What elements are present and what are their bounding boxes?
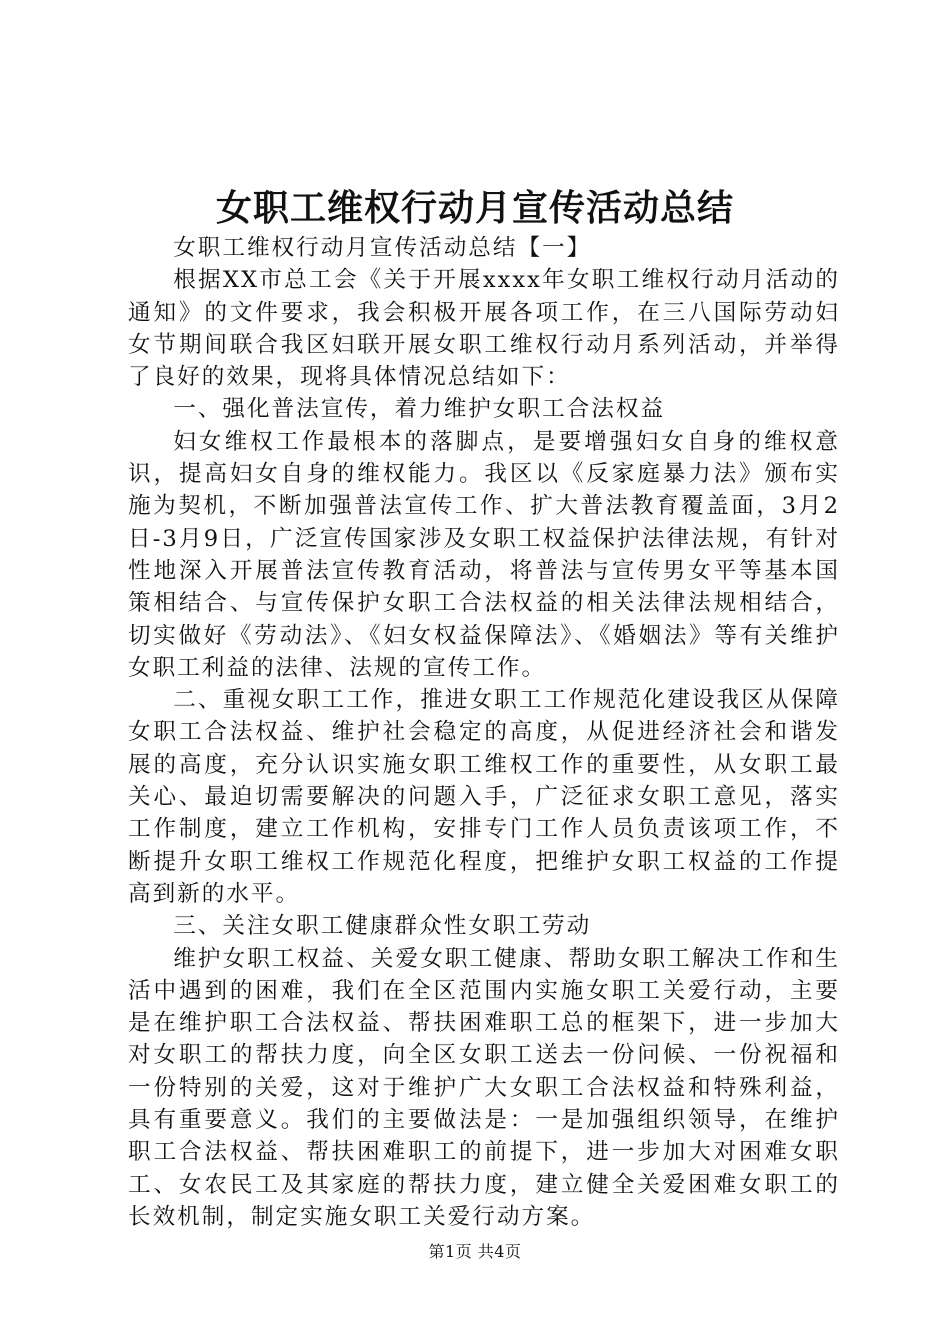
section-heading: 女职工维权行动月宣传活动总结【一】 xyxy=(173,235,592,261)
body-paragraph: 妇女维权工作最根本的落脚点，是要增强妇女自身的维权意识，提高妇女自身的维权能力。我区以《反家庭暴力法》颁布实施为契机，不断加强普法宣传工作、扩大普法教育覆盖面，3月2日-3月9日，广泛宣传国家涉及女职工权益保护法律法规，有针对性地深入开展普法宣传教育活动，将普法与宣传男女平等基本国策相结合、与宣传保护女职工合法权益的相关法律法规相结合，切实做好《劳动法》、《妇女权益保障法》、《婚姻法》等有关维护女职工利益的法律、法规的宣传工作。 xyxy=(128,428,840,681)
section-heading: 三、关注女职工健康群众性女职工劳动 xyxy=(173,913,592,940)
body-paragraph: 根据XX市总工会《关于开展xxxx年女职工维权行动月活动的通知》的文件要求，我会积极开展各项工作，在三八国际劳动妇女节期间联合我区妇联开展女职工维权行动月系列活动，并举得了良好的效果，现将具体情况总结如下： xyxy=(128,267,840,391)
document-title: 女职工维权行动月宣传活动总结 xyxy=(215,187,734,229)
body-paragraph: 维护女职工权益、关爱女职工健康、帮助女职工解决工作和生活中遇到的困难，我们在全区范围内实施女职工关爱行动，主要是在维护职工合法权益、帮扶困难职工总的框架下，进一步加大对女职工的帮扶力度，向全区女职工送去一份问候、一份祝福和一份特别的关爱，这对于维护广大女职工合法权益和特殊利益，具有重要意义。我们的主要做法是：一是加强组织领导，在维护职工合法权益、帮扶困难职工的前提下，进一步加大对困难女职工、女农民工及其家庭的帮扶力度，建立健全关爱困难女职工的长效机制，制定实施女职工关爱行动方案。 xyxy=(128,945,840,1230)
page-footer: 第1页 共4页 xyxy=(428,1242,522,1261)
section-heading: 一、强化普法宣传，着力维护女职工合法权益 xyxy=(173,396,666,423)
body-paragraph: 二、重视女职工工作，推进女职工工作规范化建设我区从保障女职工合法权益、维护社会稳定的高度，从促进经济社会和谐发展的高度，充分认识实施女职工维权工作的重要性，从女职工最关心、最迫切需要解决的问题入手，广泛征求女职工意见，落实工作制度，建立工作机构，安排专门工作人员负责该项工作，不断提升女职工维权工作规范化程度，把维护女职工权益的工作提高到新的水平。 xyxy=(128,687,840,907)
document-body xyxy=(128,232,840,1233)
